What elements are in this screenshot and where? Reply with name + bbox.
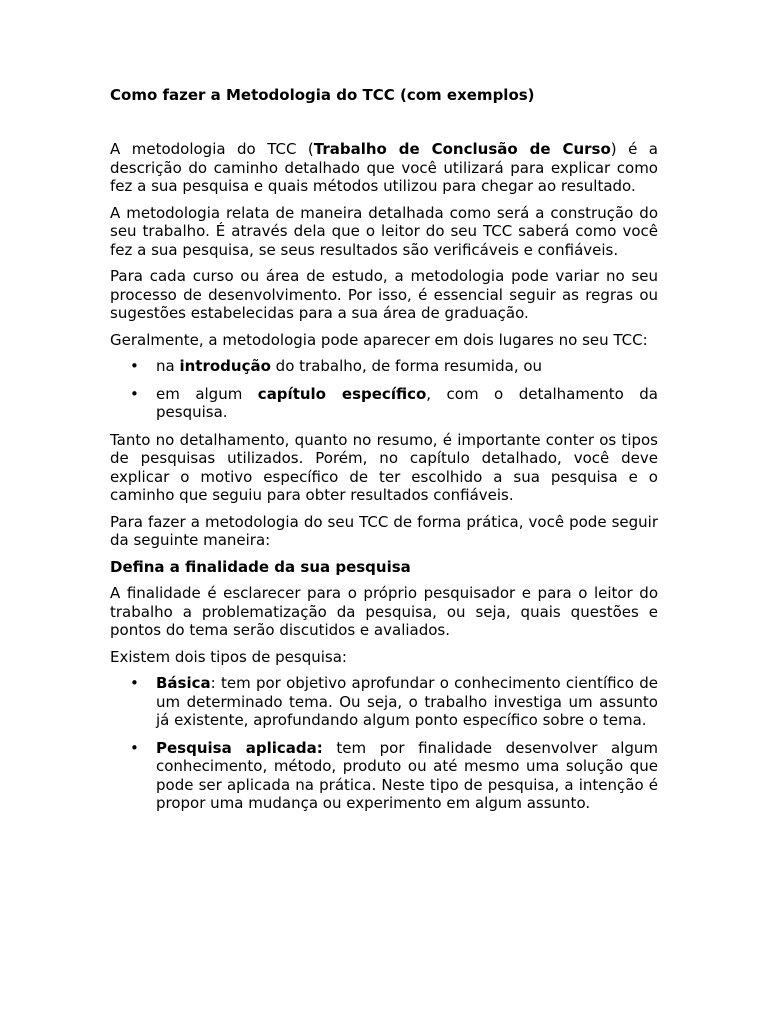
bullet-icon: •: [130, 357, 139, 375]
list-item-before: na: [156, 357, 180, 375]
list-item: [110, 674, 658, 730]
paragraph: Para cada curso ou área de estudo, a metodologia pode variar no seu processo de desenvolvimento. Por isso, é essencial seguir as regras ou sugestões estabelecidas para a sua área de graduação.: [110, 267, 658, 322]
intro-paragraph: [110, 140, 658, 196]
section-heading: Defina a finalidade da sua pesquisa: [110, 557, 411, 576]
intro-bold-term: Trabalho de Conclusão de Curso: [313, 140, 611, 158]
list-item: [110, 357, 658, 376]
paragraph: A finalidade é esclarecer para o próprio pesquisador e para o leitor do trabalho a problematização da pesquisa, ou seja, quais questões e pontos do tema serão discutidos e avaliados.: [110, 584, 658, 639]
research-types-list: [110, 674, 658, 813]
list-item-after: , com o detalhamento da pesquisa.: [156, 384, 658, 421]
paragraph: Existem dois tipos de pesquisa:: [110, 647, 347, 666]
document-body: [110, 140, 658, 822]
list-item-after: do trabalho, de forma resumida, ou: [270, 357, 543, 375]
list-item-bold: capítulo específico: [257, 384, 427, 403]
list-item-after: : tem por objetivo aprofundar o conhecimento científico de um determinado tema. Ou seja, o trabalho investiga um assunto já existente, aprofundando algum ponto específico sobre o tema.: [156, 674, 658, 729]
bullet-icon: •: [130, 384, 139, 403]
list-item-before: em algum: [156, 384, 258, 403]
paragraph: A metodologia relata de maneira detalhada como será a construção do seu trabalho. É através dela que o leitor do seu TCC saberá como você fez a sua pesquisa, se seus resultados são verificáveis e confiáveis.: [110, 203, 658, 259]
paragraph: Para fazer a metodologia do seu TCC de forma prática, você pode seguir da seguinte maneira:: [110, 512, 658, 549]
locations-list: [110, 357, 658, 422]
list-item-bold: Básica: [156, 674, 211, 692]
list-item-after: tem por finalidade desenvolver algum conhecimento, método, produto ou até mesmo uma solução que pode ser aplicada na prática. Neste tipo de pesquisa, a intenção é propor uma mudança ou experimento em algum assunto.: [156, 738, 658, 812]
list-item-bold: Pesquisa aplicada:: [156, 738, 323, 757]
bullet-icon: •: [130, 674, 139, 692]
paragraph: Geralmente, a metodologia pode aparecer em dois lugares no seu TCC:: [110, 330, 648, 349]
list-item: [110, 739, 658, 813]
intro-text-before: A metodologia do TCC (: [110, 140, 314, 158]
intro-text-after: ) é a descrição do caminho detalhado que você utilizará para explicar como fez a sua pesquisa e quais métodos utilizou para chegar ao resultado.: [110, 140, 658, 195]
bullet-icon: •: [130, 738, 139, 757]
paragraph: Tanto no detalhamento, quanto no resumo, é importante conter os tipos de pesquisas utilizados. Porém, no capítulo detalhado, você deve explicar o motivo específico de ter escolhido a sua pesquisa e o caminho que seguiu para obter resultados confiáveis.: [110, 430, 658, 504]
list-item-bold: introdução: [179, 357, 271, 375]
list-item: [110, 385, 658, 422]
page-title: Como fazer a Metodologia do TCC (com exemplos): [110, 86, 535, 104]
